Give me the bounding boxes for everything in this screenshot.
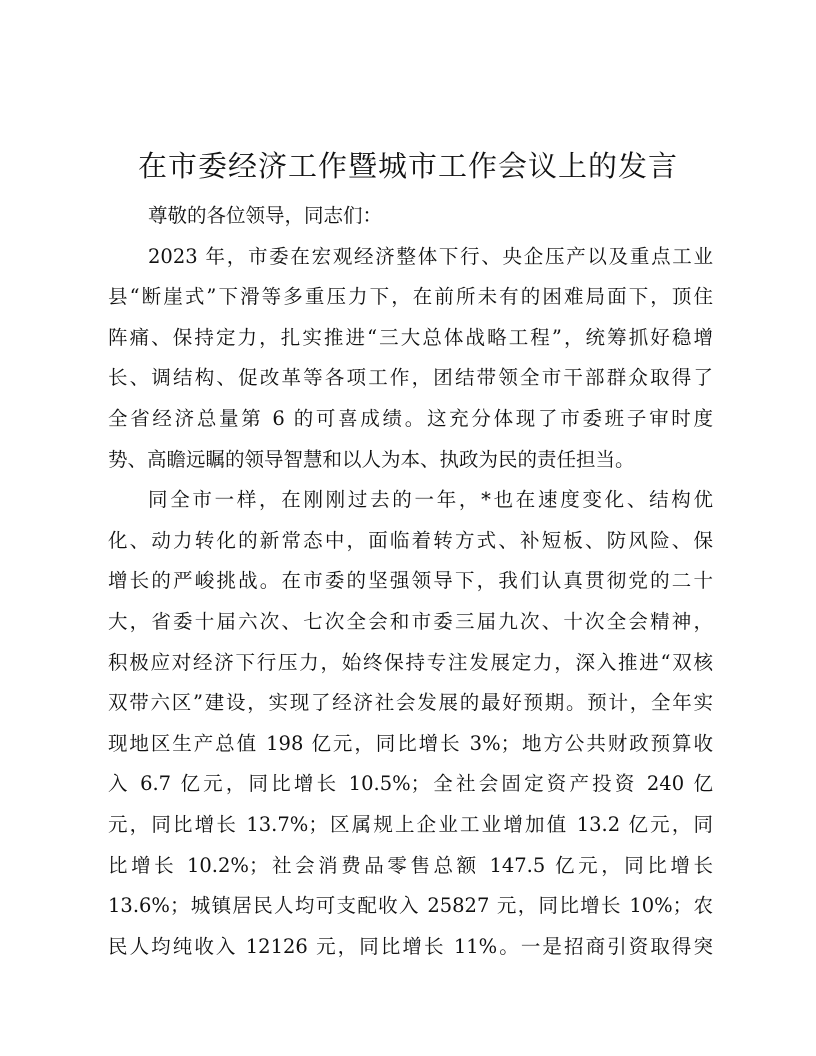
paragraph-1-line-1: 2023 年，市委在宏观经济整体下行、央企压产以及重点工业 [148, 244, 713, 268]
paragraph-2-line-11: 13.6%；城镇居民人均可支配收入 25827 元，同比增长 10%；农 [108, 894, 713, 918]
paragraph-2-line-8: 入 6.7 亿元，同比增长 10.5%；全社会固定资产投资 240 亿 [108, 772, 713, 796]
paragraph-1-line-3: 阵痛、保持定力，扎实推进“三大总体战略工程”，统筹抓好稳增 [108, 325, 713, 349]
paragraph-2-line-5: 积极应对经济下行压力，始终保持专注发展定力，深入推进“双核 [108, 650, 713, 674]
paragraph-2-line-1: 同全市一样，在刚刚过去的一年，*也在速度变化、结构优 [148, 488, 713, 512]
paragraph-2-line-10: 比增长 10.2%；社会消费品零售总额 147.5 亿元，同比增长 [108, 853, 713, 877]
paragraph-1-line-6: 势、高瞻远瞩的领导智慧和以人为本、执政为民的责任担当。 [108, 447, 635, 471]
salutation-line: 尊敬的各位领导，同志们： [148, 204, 383, 227]
paragraph-2-line-3: 增长的严峻挑战。在市委的坚强领导下，我们认真贯彻党的二十 [108, 569, 713, 593]
document-title: 在市委经济工作暨城市工作会议上的发言 [137, 149, 678, 183]
paragraph-1-line-5: 全省经济总量第 6 的可喜成绩。这充分体现了市委班子审时度 [108, 406, 713, 430]
paragraph-2-line-12: 民人均纯收入 12126 元，同比增长 11%。一是招商引资取得突 [108, 934, 713, 958]
paragraph-1-line-2: 县“断崖式”下滑等多重压力下，在前所未有的困难局面下，顶住 [108, 285, 713, 309]
document-body [108, 196, 713, 967]
paragraph-2-line-4: 大，省委十届六次、七次全会和市委三届九次、十次全会精神， [108, 609, 713, 633]
paragraph-1-line-4: 长、调结构、促改革等各项工作，团结带领全市干部群众取得了 [108, 366, 713, 390]
paragraph-2-line-9: 元，同比增长 13.7%；区属规上企业工业增加值 13.2 亿元，同 [108, 812, 713, 836]
paragraph-2-line-6: 双带六区”建设，实现了经济社会发展的最好预期。预计，全年实 [108, 691, 713, 715]
paragraph-2-line-2: 化、动力转化的新常态中，面临着转方式、补短板、防风险、保 [108, 528, 713, 552]
paragraph-2-line-7: 现地区生产总值 198 亿元，同比增长 3%；地方公共财政预算收 [108, 731, 713, 755]
